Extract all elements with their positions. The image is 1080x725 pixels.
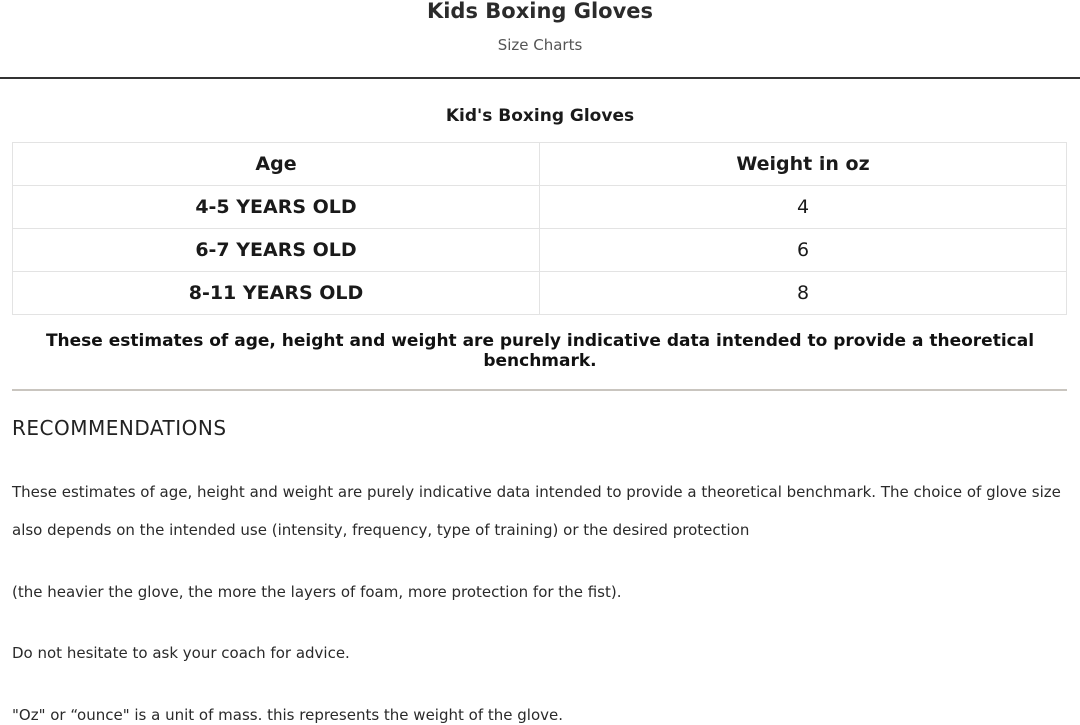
table-row	[13, 272, 1067, 315]
section-divider	[12, 389, 1067, 391]
table-disclaimer: These estimates of age, height and weight are purely indicative data intended to provide a theoretical benchmark.	[45, 331, 1035, 371]
age-cell: 6-7 YEARS OLD	[13, 229, 540, 272]
page-subtitle: Size Charts	[497, 36, 583, 54]
age-cell: 8-11 YEARS OLD	[13, 272, 540, 315]
recommendation-paragraph: (the heavier the glove, the more the layers of foam, more protection for the fist).	[12, 583, 622, 601]
recommendations-heading: RECOMMENDATIONS	[12, 416, 227, 440]
weight-cell: 4	[540, 186, 1067, 229]
recommendation-paragraph: "Oz" or “ounce" is a unit of mass. this represents the weight of the glove.	[12, 706, 563, 724]
table-row	[13, 229, 1067, 272]
recommendation-paragraph: These estimates of age, height and weight are purely indicative data intended to provide a theoretical benchmark. The choice of glove size	[12, 483, 1061, 501]
header-divider	[0, 77, 1080, 79]
recommendation-paragraph: Do not hesitate to ask your coach for advice.	[12, 644, 350, 662]
table-header-row	[13, 143, 1067, 186]
age-cell: 4-5 YEARS OLD	[13, 186, 540, 229]
column-header-weight: Weight in oz	[540, 143, 1067, 186]
recommendation-paragraph: also depends on the intended use (intensity, frequency, type of training) or the desired protection	[12, 521, 750, 539]
page-title: Kids Boxing Gloves	[426, 0, 654, 23]
weight-cell: 6	[540, 229, 1067, 272]
table-caption: Kid's Boxing Gloves	[445, 106, 635, 126]
column-header-age: Age	[13, 143, 540, 186]
table-row	[13, 186, 1067, 229]
weight-cell: 8	[540, 272, 1067, 315]
size-chart-table	[12, 142, 1067, 315]
